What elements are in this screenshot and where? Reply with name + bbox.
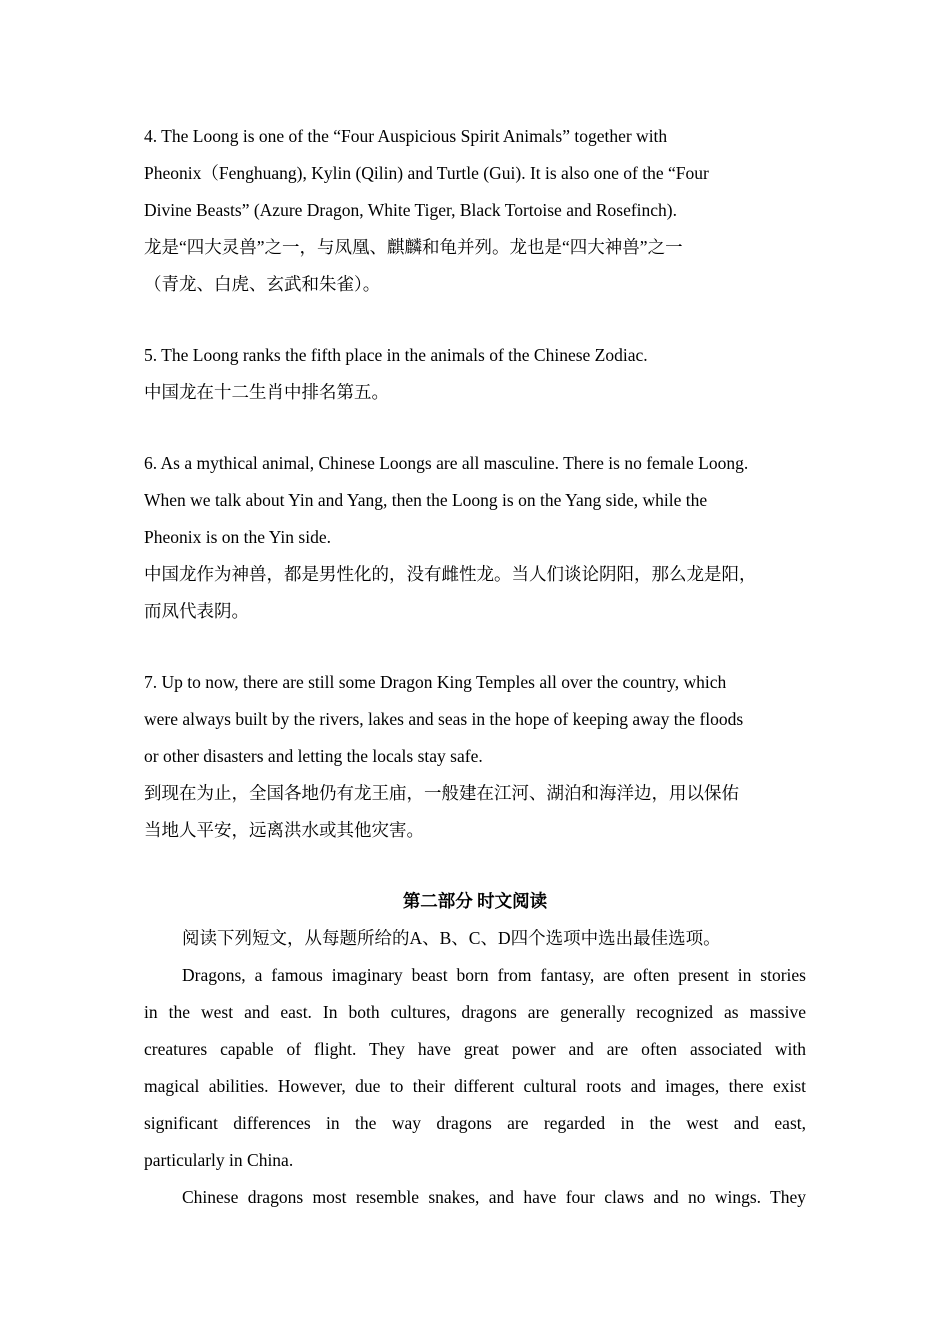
paragraph-1-line-5: significant differences in the way dragons are regarded in the west and east,: [144, 1113, 806, 1133]
item-7: [144, 664, 806, 849]
item-6-zh-line-1: 中国龙作为神兽，都是男性化的，没有雌性龙。当人们谈论阴阳，那么龙是阳，: [144, 564, 757, 584]
paragraph-1-line-1: Dragons, a famous imaginary beast born from fantasy, are often present in stories: [182, 965, 806, 985]
document-page: [144, 118, 806, 1216]
part-2-heading: 第二部分 时文阅读: [402, 891, 548, 911]
paragraph-1-line-2: in the west and east. In both cultures, dragons are generally recognized as massive: [144, 1002, 806, 1022]
item-6-en-line-2: When we talk about Yin and Yang, then the Loong is on the Yang side, while the: [144, 490, 708, 510]
item-7-en-line-1: 7. Up to now, there are still some Dragon King Temples all over the country, which: [144, 672, 727, 692]
item-6-zh-line-2: 而凤代表阴。: [144, 601, 249, 621]
item-5-en-line-1: 5. The Loong ranks the fifth place in the animals of the Chinese Zodiac.: [144, 345, 648, 365]
reading-paragraph-2: [144, 1179, 806, 1216]
paragraph-1-line-4: magical abilities. However, due to their different cultural roots and images, there exist: [144, 1076, 806, 1096]
item-4-en-line-3: Divine Beasts” (Azure Dragon, White Tiger, Black Tortoise and Rosefinch).: [144, 200, 678, 220]
item-5: [144, 337, 806, 411]
spacer: [144, 630, 806, 664]
item-7-zh-line-1: 到现在为止，全国各地仍有龙王庙，一般建在江河、湖泊和海洋边，用以保佑: [144, 783, 739, 803]
item-4-en-line-1: 4. The Loong is one of the “Four Auspicious Spirit Animals” together with: [144, 126, 668, 146]
paragraph-1-line-3: creatures capable of flight. They have great power and are often associated with: [144, 1039, 806, 1059]
item-4: [144, 118, 806, 303]
item-6-en-line-3: Pheonix is on the Yin side.: [144, 527, 331, 547]
item-4-en-line-2: Pheonix（Fenghuang), Kylin (Qilin) and Turtle (Gui). It is also one of the “Four: [144, 163, 709, 183]
spacer: [144, 303, 806, 337]
part-2-instruction: 阅读下列短文，从每题所给的A、B、C、D四个选项中选出最佳选项。: [182, 928, 721, 948]
item-4-zh-line-2: （青龙、白虎、玄武和朱雀）。: [144, 274, 381, 294]
item-6: [144, 445, 806, 630]
item-4-zh-line-1: 龙是“四大灵兽”之一，与凤凰、麒麟和龟并列。龙也是“四大神兽”之一: [144, 237, 683, 257]
reading-paragraph-1: [144, 957, 806, 1179]
spacer: [144, 411, 806, 445]
part-2: [144, 883, 806, 1216]
item-7-en-line-3: or other disasters and letting the locals stay safe.: [144, 746, 483, 766]
item-7-en-line-2: were always built by the rivers, lakes and seas in the hope of keeping away the floods: [144, 709, 744, 729]
spacer: [144, 849, 806, 883]
item-6-en-line-1: 6. As a mythical animal, Chinese Loongs are all masculine. There is no female Loong.: [144, 453, 749, 473]
item-5-zh-line-1: 中国龙在十二生肖中排名第五。: [144, 382, 389, 402]
paragraph-1-line-6: particularly in China.: [144, 1150, 294, 1170]
item-7-zh-line-2: 当地人平安，远离洪水或其他灾害。: [144, 820, 424, 840]
paragraph-2-line-1: Chinese dragons most resemble snakes, and have four claws and no wings. They: [182, 1187, 806, 1207]
